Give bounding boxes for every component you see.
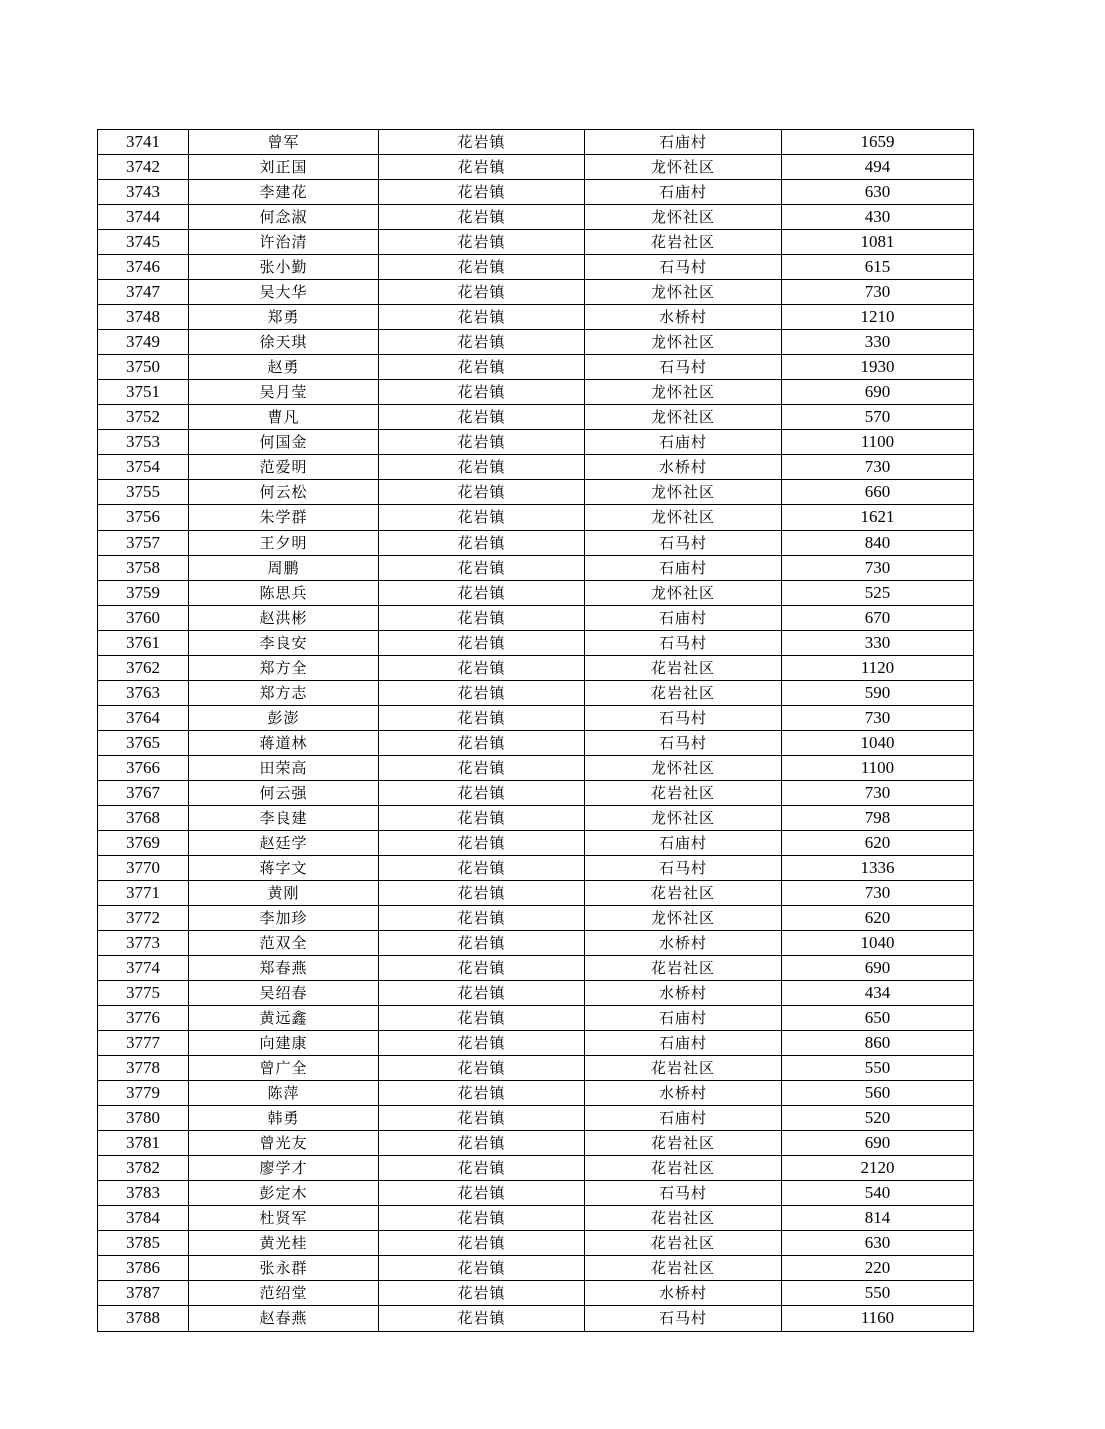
name-cell: 张永群 (189, 1256, 379, 1281)
table-row (98, 180, 974, 205)
table-row (98, 830, 974, 855)
village-cell: 石庙村 (585, 1106, 782, 1131)
name-cell: 陈萍 (189, 1081, 379, 1106)
amount-cell: 330 (782, 330, 974, 355)
name-cell: 吴大华 (189, 280, 379, 305)
name-cell: 李建花 (189, 180, 379, 205)
table-row (98, 981, 974, 1006)
row-number-cell: 3741 (98, 130, 189, 155)
town-cell: 花岩镇 (379, 180, 585, 205)
name-cell: 曹凡 (189, 405, 379, 430)
amount-cell: 525 (782, 580, 974, 605)
village-cell: 石庙村 (585, 830, 782, 855)
table-row (98, 405, 974, 430)
name-cell: 蒋道林 (189, 730, 379, 755)
name-cell: 黄刚 (189, 880, 379, 905)
table-row (98, 705, 974, 730)
amount-cell: 520 (782, 1106, 974, 1131)
amount-cell: 814 (782, 1206, 974, 1231)
name-cell: 彭澎 (189, 705, 379, 730)
row-number-cell: 3786 (98, 1256, 189, 1281)
amount-cell: 660 (782, 480, 974, 505)
town-cell: 花岩镇 (379, 780, 585, 805)
row-number-cell: 3776 (98, 1006, 189, 1031)
amount-cell: 2120 (782, 1156, 974, 1181)
row-number-cell: 3763 (98, 680, 189, 705)
name-cell: 韩勇 (189, 1106, 379, 1131)
town-cell: 花岩镇 (379, 280, 585, 305)
town-cell: 花岩镇 (379, 931, 585, 956)
table-row (98, 931, 974, 956)
town-cell: 花岩镇 (379, 580, 585, 605)
amount-cell: 730 (782, 880, 974, 905)
row-number-cell: 3755 (98, 480, 189, 505)
village-cell: 花岩社区 (585, 1131, 782, 1156)
row-number-cell: 3783 (98, 1181, 189, 1206)
amount-cell: 620 (782, 905, 974, 930)
amount-cell: 430 (782, 205, 974, 230)
amount-cell: 1210 (782, 305, 974, 330)
name-cell: 何云松 (189, 480, 379, 505)
row-number-cell: 3782 (98, 1156, 189, 1181)
village-cell: 花岩社区 (585, 1256, 782, 1281)
town-cell: 花岩镇 (379, 1306, 585, 1331)
amount-cell: 1040 (782, 931, 974, 956)
name-cell: 范双全 (189, 931, 379, 956)
table-row (98, 555, 974, 580)
name-cell: 黄光桂 (189, 1231, 379, 1256)
town-cell: 花岩镇 (379, 880, 585, 905)
town-cell: 花岩镇 (379, 1181, 585, 1206)
row-number-cell: 3754 (98, 455, 189, 480)
name-cell: 田荣高 (189, 755, 379, 780)
table-row (98, 755, 974, 780)
town-cell: 花岩镇 (379, 1056, 585, 1081)
town-cell: 花岩镇 (379, 1031, 585, 1056)
table-row (98, 480, 974, 505)
name-cell: 曾军 (189, 130, 379, 155)
table-row (98, 355, 974, 380)
name-cell: 郑方志 (189, 680, 379, 705)
town-cell: 花岩镇 (379, 605, 585, 630)
row-number-cell: 3774 (98, 956, 189, 981)
amount-cell: 615 (782, 255, 974, 280)
table-row (98, 230, 974, 255)
name-cell: 何云强 (189, 780, 379, 805)
row-number-cell: 3784 (98, 1206, 189, 1231)
amount-cell: 1081 (782, 230, 974, 255)
row-number-cell: 3760 (98, 605, 189, 630)
row-number-cell: 3756 (98, 505, 189, 530)
row-number-cell: 3787 (98, 1281, 189, 1306)
amount-cell: 1160 (782, 1306, 974, 1331)
village-cell: 石庙村 (585, 555, 782, 580)
village-cell: 石马村 (585, 1181, 782, 1206)
village-cell: 花岩社区 (585, 880, 782, 905)
town-cell: 花岩镇 (379, 705, 585, 730)
town-cell: 花岩镇 (379, 755, 585, 780)
village-cell: 花岩社区 (585, 1231, 782, 1256)
village-cell: 龙怀社区 (585, 330, 782, 355)
table-row (98, 1131, 974, 1156)
table-row (98, 305, 974, 330)
village-cell: 石庙村 (585, 180, 782, 205)
village-cell: 石马村 (585, 730, 782, 755)
town-cell: 花岩镇 (379, 130, 585, 155)
amount-cell: 1336 (782, 855, 974, 880)
row-number-cell: 3759 (98, 580, 189, 605)
town-cell: 花岩镇 (379, 1131, 585, 1156)
name-cell: 曾广全 (189, 1056, 379, 1081)
village-cell: 花岩社区 (585, 655, 782, 680)
row-number-cell: 3764 (98, 705, 189, 730)
name-cell: 许治清 (189, 230, 379, 255)
village-cell: 水桥村 (585, 981, 782, 1006)
row-number-cell: 3742 (98, 155, 189, 180)
village-cell: 石马村 (585, 855, 782, 880)
table-row (98, 255, 974, 280)
amount-cell: 330 (782, 630, 974, 655)
amount-cell: 550 (782, 1281, 974, 1306)
table-row (98, 880, 974, 905)
village-cell: 石庙村 (585, 605, 782, 630)
row-number-cell: 3771 (98, 880, 189, 905)
village-cell: 石庙村 (585, 130, 782, 155)
town-cell: 花岩镇 (379, 855, 585, 880)
town-cell: 花岩镇 (379, 555, 585, 580)
name-cell: 彭定木 (189, 1181, 379, 1206)
name-cell: 李良建 (189, 805, 379, 830)
town-cell: 花岩镇 (379, 1256, 585, 1281)
name-cell: 周鹏 (189, 555, 379, 580)
village-cell: 花岩社区 (585, 956, 782, 981)
name-cell: 赵春燕 (189, 1306, 379, 1331)
table-row (98, 1006, 974, 1031)
row-number-cell: 3781 (98, 1131, 189, 1156)
table-row (98, 680, 974, 705)
table-row (98, 1206, 974, 1231)
table-row (98, 1181, 974, 1206)
town-cell: 花岩镇 (379, 956, 585, 981)
town-cell: 花岩镇 (379, 1281, 585, 1306)
amount-cell: 1659 (782, 130, 974, 155)
amount-cell: 1621 (782, 505, 974, 530)
row-number-cell: 3743 (98, 180, 189, 205)
village-cell: 龙怀社区 (585, 380, 782, 405)
town-cell: 花岩镇 (379, 255, 585, 280)
amount-cell: 630 (782, 1231, 974, 1256)
village-cell: 石马村 (585, 255, 782, 280)
name-cell: 郑方全 (189, 655, 379, 680)
village-cell: 龙怀社区 (585, 405, 782, 430)
town-cell: 花岩镇 (379, 830, 585, 855)
table-row (98, 505, 974, 530)
table-row (98, 1281, 974, 1306)
town-cell: 花岩镇 (379, 380, 585, 405)
row-number-cell: 3766 (98, 755, 189, 780)
town-cell: 花岩镇 (379, 680, 585, 705)
table-row (98, 1231, 974, 1256)
village-cell: 水桥村 (585, 1081, 782, 1106)
row-number-cell: 3777 (98, 1031, 189, 1056)
amount-cell: 730 (782, 280, 974, 305)
amount-cell: 670 (782, 605, 974, 630)
table-row (98, 1056, 974, 1081)
town-cell: 花岩镇 (379, 205, 585, 230)
village-cell: 龙怀社区 (585, 805, 782, 830)
village-cell: 石庙村 (585, 1006, 782, 1031)
name-cell: 张小勤 (189, 255, 379, 280)
row-number-cell: 3762 (98, 655, 189, 680)
amount-cell: 570 (782, 405, 974, 430)
village-cell: 花岩社区 (585, 1206, 782, 1231)
row-number-cell: 3778 (98, 1056, 189, 1081)
village-cell: 龙怀社区 (585, 205, 782, 230)
row-number-cell: 3761 (98, 630, 189, 655)
amount-cell: 494 (782, 155, 974, 180)
table-row (98, 1306, 974, 1331)
village-cell: 石马村 (585, 1306, 782, 1331)
amount-cell: 730 (782, 555, 974, 580)
town-cell: 花岩镇 (379, 905, 585, 930)
village-cell: 龙怀社区 (585, 280, 782, 305)
town-cell: 花岩镇 (379, 805, 585, 830)
table-row (98, 1156, 974, 1181)
table-row (98, 330, 974, 355)
row-number-cell: 3767 (98, 780, 189, 805)
village-cell: 龙怀社区 (585, 755, 782, 780)
amount-cell: 550 (782, 1056, 974, 1081)
town-cell: 花岩镇 (379, 230, 585, 255)
row-number-cell: 3772 (98, 905, 189, 930)
village-cell: 水桥村 (585, 1281, 782, 1306)
table-row (98, 380, 974, 405)
village-cell: 花岩社区 (585, 230, 782, 255)
name-cell: 郑勇 (189, 305, 379, 330)
row-number-cell: 3780 (98, 1106, 189, 1131)
town-cell: 花岩镇 (379, 355, 585, 380)
name-cell: 黄远鑫 (189, 1006, 379, 1031)
amount-cell: 650 (782, 1006, 974, 1031)
village-cell: 水桥村 (585, 931, 782, 956)
row-number-cell: 3744 (98, 205, 189, 230)
row-number-cell: 3747 (98, 280, 189, 305)
town-cell: 花岩镇 (379, 505, 585, 530)
town-cell: 花岩镇 (379, 1106, 585, 1131)
row-number-cell: 3751 (98, 380, 189, 405)
row-number-cell: 3748 (98, 305, 189, 330)
row-number-cell: 3749 (98, 330, 189, 355)
village-cell: 石马村 (585, 705, 782, 730)
amount-cell: 690 (782, 956, 974, 981)
name-cell: 杜贤军 (189, 1206, 379, 1231)
name-cell: 曾光友 (189, 1131, 379, 1156)
row-number-cell: 3765 (98, 730, 189, 755)
row-number-cell: 3752 (98, 405, 189, 430)
town-cell: 花岩镇 (379, 330, 585, 355)
row-number-cell: 3745 (98, 230, 189, 255)
name-cell: 范爱明 (189, 455, 379, 480)
row-number-cell: 3773 (98, 931, 189, 956)
table-row (98, 455, 974, 480)
town-cell: 花岩镇 (379, 155, 585, 180)
town-cell: 花岩镇 (379, 1156, 585, 1181)
amount-cell: 540 (782, 1181, 974, 1206)
village-cell: 龙怀社区 (585, 580, 782, 605)
table-row (98, 280, 974, 305)
town-cell: 花岩镇 (379, 730, 585, 755)
row-number-cell: 3788 (98, 1306, 189, 1331)
town-cell: 花岩镇 (379, 655, 585, 680)
village-cell: 水桥村 (585, 305, 782, 330)
table-row (98, 780, 974, 805)
village-cell: 花岩社区 (585, 1156, 782, 1181)
amount-cell: 220 (782, 1256, 974, 1281)
name-cell: 李良安 (189, 630, 379, 655)
town-cell: 花岩镇 (379, 630, 585, 655)
table-row (98, 605, 974, 630)
row-number-cell: 3768 (98, 805, 189, 830)
name-cell: 赵勇 (189, 355, 379, 380)
row-number-cell: 3757 (98, 530, 189, 555)
name-cell: 何国金 (189, 430, 379, 455)
name-cell: 何念淑 (189, 205, 379, 230)
town-cell: 花岩镇 (379, 405, 585, 430)
name-cell: 王夕明 (189, 530, 379, 555)
name-cell: 郑春燕 (189, 956, 379, 981)
amount-cell: 1930 (782, 355, 974, 380)
town-cell: 花岩镇 (379, 1231, 585, 1256)
amount-cell: 798 (782, 805, 974, 830)
amount-cell: 560 (782, 1081, 974, 1106)
name-cell: 吴月莹 (189, 380, 379, 405)
row-number-cell: 3753 (98, 430, 189, 455)
row-number-cell: 3779 (98, 1081, 189, 1106)
name-cell: 李加珍 (189, 905, 379, 930)
village-cell: 花岩社区 (585, 680, 782, 705)
town-cell: 花岩镇 (379, 480, 585, 505)
amount-cell: 1120 (782, 655, 974, 680)
amount-cell: 730 (782, 780, 974, 805)
row-number-cell: 3785 (98, 1231, 189, 1256)
row-number-cell: 3770 (98, 855, 189, 880)
table-row (98, 1256, 974, 1281)
name-cell: 朱学群 (189, 505, 379, 530)
town-cell: 花岩镇 (379, 1006, 585, 1031)
name-cell: 向建康 (189, 1031, 379, 1056)
name-cell: 吴绍春 (189, 981, 379, 1006)
amount-cell: 690 (782, 1131, 974, 1156)
name-cell: 陈思兵 (189, 580, 379, 605)
amount-cell: 860 (782, 1031, 974, 1056)
village-cell: 花岩社区 (585, 1056, 782, 1081)
name-cell: 蒋字文 (189, 855, 379, 880)
village-cell: 石马村 (585, 530, 782, 555)
town-cell: 花岩镇 (379, 305, 585, 330)
table-row (98, 1031, 974, 1056)
village-cell: 龙怀社区 (585, 155, 782, 180)
amount-cell: 730 (782, 455, 974, 480)
village-cell: 石庙村 (585, 1031, 782, 1056)
amount-cell: 730 (782, 705, 974, 730)
village-cell: 龙怀社区 (585, 505, 782, 530)
name-cell: 徐天琪 (189, 330, 379, 355)
amount-cell: 620 (782, 830, 974, 855)
table-body (98, 130, 974, 1332)
row-number-cell: 3758 (98, 555, 189, 580)
table-row (98, 805, 974, 830)
town-cell: 花岩镇 (379, 530, 585, 555)
village-cell: 石马村 (585, 630, 782, 655)
amount-cell: 690 (782, 380, 974, 405)
table-row (98, 205, 974, 230)
name-cell: 刘正国 (189, 155, 379, 180)
table-row (98, 730, 974, 755)
table-row (98, 530, 974, 555)
amount-cell: 1100 (782, 755, 974, 780)
amount-cell: 840 (782, 530, 974, 555)
village-cell: 石庙村 (585, 430, 782, 455)
name-cell: 赵洪彬 (189, 605, 379, 630)
village-cell: 石马村 (585, 355, 782, 380)
town-cell: 花岩镇 (379, 430, 585, 455)
table-row (98, 905, 974, 930)
table-row (98, 130, 974, 155)
table-row (98, 155, 974, 180)
table-row (98, 430, 974, 455)
table-row (98, 1106, 974, 1131)
village-cell: 龙怀社区 (585, 905, 782, 930)
row-number-cell: 3746 (98, 255, 189, 280)
row-number-cell: 3775 (98, 981, 189, 1006)
town-cell: 花岩镇 (379, 1081, 585, 1106)
amount-cell: 1040 (782, 730, 974, 755)
name-cell: 廖学才 (189, 1156, 379, 1181)
village-cell: 水桥村 (585, 455, 782, 480)
amount-cell: 630 (782, 180, 974, 205)
amount-cell: 434 (782, 981, 974, 1006)
table-row (98, 855, 974, 880)
village-cell: 花岩社区 (585, 780, 782, 805)
town-cell: 花岩镇 (379, 1206, 585, 1231)
town-cell: 花岩镇 (379, 455, 585, 480)
table-row (98, 956, 974, 981)
amount-cell: 590 (782, 680, 974, 705)
name-cell: 赵廷学 (189, 830, 379, 855)
row-number-cell: 3750 (98, 355, 189, 380)
table-row (98, 1081, 974, 1106)
table-row (98, 580, 974, 605)
data-table (97, 129, 974, 1332)
table-row (98, 630, 974, 655)
town-cell: 花岩镇 (379, 981, 585, 1006)
table-row (98, 655, 974, 680)
village-cell: 龙怀社区 (585, 480, 782, 505)
row-number-cell: 3769 (98, 830, 189, 855)
name-cell: 范绍堂 (189, 1281, 379, 1306)
amount-cell: 1100 (782, 430, 974, 455)
